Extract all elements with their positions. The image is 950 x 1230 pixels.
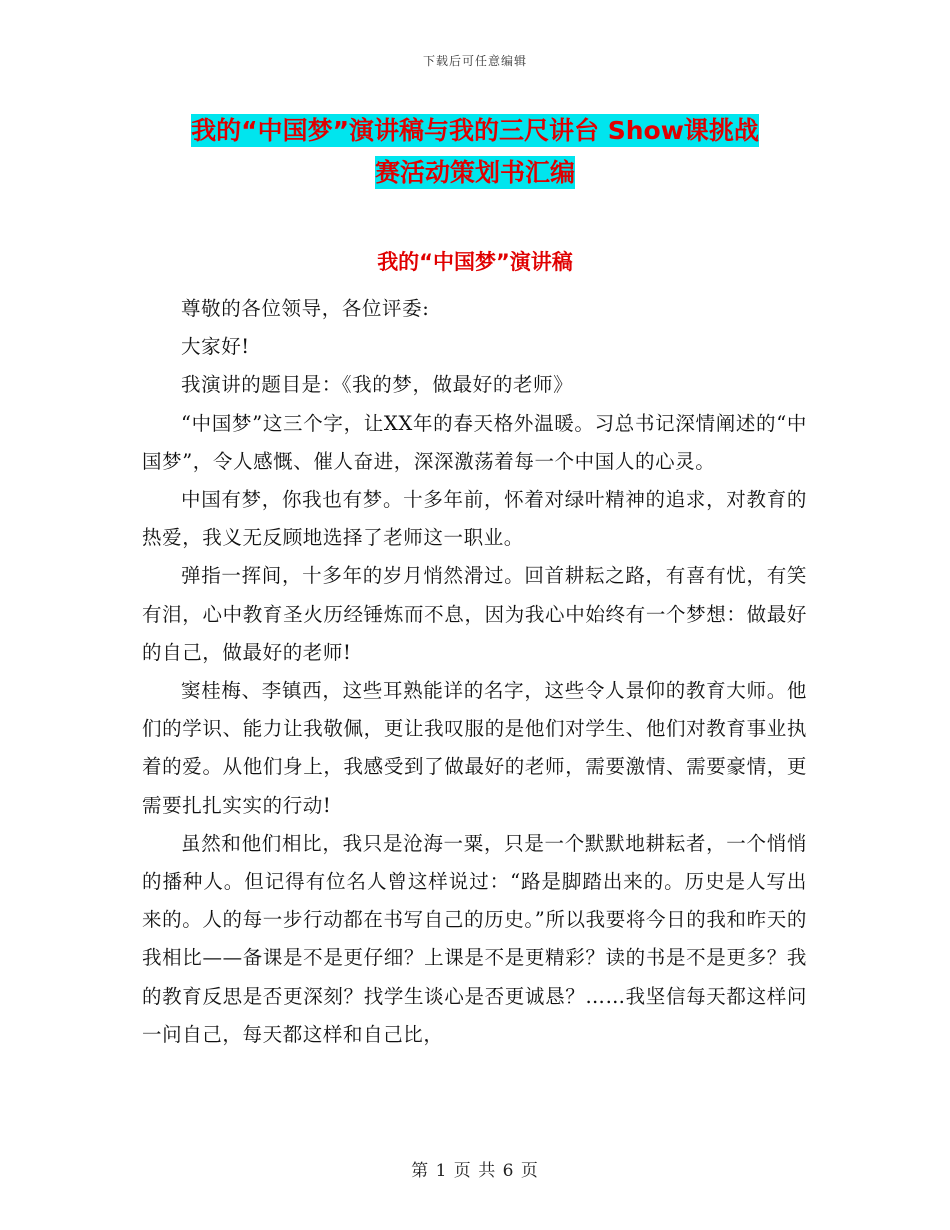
document-title	[0, 110, 950, 194]
section-title: 我的“中国梦”演讲稿	[377, 250, 573, 274]
paragraph: 中国有梦，你我也有梦。十多年前，怀着对绿叶精神的追求，对教育的热爱，我义无反顾地选择了老师这一职业。	[142, 488, 807, 550]
paragraph: 虽然和他们相比，我只是沧海一粟，只是一个默默地耕耘者，一个悄悄的播种人。但记得有位名人曾这样说过：“路是脚踏出来的。历史是人写出来的。人的每一步行动都在书写自己的历史。”所以我要将今日的我和昨天的我相比——备课是不是更仔细？上课是不是更精彩？读的书是不是更多？我的教育反思是否更深刻？找学生谈心是否更诚恳？……我坚信每天都这样问一问自己，每天都这样和自己比，	[142, 831, 807, 1046]
page-header-note: 下载后可任意编辑	[422, 54, 527, 68]
page-number-footer: 第 1 页 共 6 页	[411, 1161, 539, 1181]
document-title-line-1: 我的“中国梦”演讲稿与我的三尺讲台 Show课挑战	[191, 116, 759, 145]
paragraph-greeting: 大家好!	[181, 335, 250, 359]
speech-body	[142, 290, 807, 1054]
paragraph: 弹指一挥间，十多年的岁月悄然滑过。回首耕耘之路，有喜有忧，有笑有泪，心中教育圣火历经锤炼而不息，因为我心中始终有一个梦想：做最好的自己，做最好的老师!	[142, 564, 807, 664]
paragraph-salutation: 尊敬的各位领导，各位评委:	[181, 297, 430, 320]
document-title-line-2: 赛活动策划书汇编	[374, 158, 575, 187]
paragraph-topic: 我演讲的题目是：《我的梦，做最好的老师》	[181, 373, 574, 397]
paragraph: “中国梦”这三个字，让XX年的春天格外温暖。习总书记深情阐述的“中国梦”，令人感慨、催人奋进，深深激荡着每一个中国人的心灵。	[142, 411, 807, 473]
paragraph: 窦桂梅、李镇西，这些耳熟能详的名字，这些令人景仰的教育大师。他们的学识、能力让我敬佩，更让我叹服的是他们对学生、他们对教育事业执着的爱。从他们身上，我感受到了做最好的老师，需要激情、需要豪情，更需要扎扎实实的行动!	[142, 679, 807, 817]
